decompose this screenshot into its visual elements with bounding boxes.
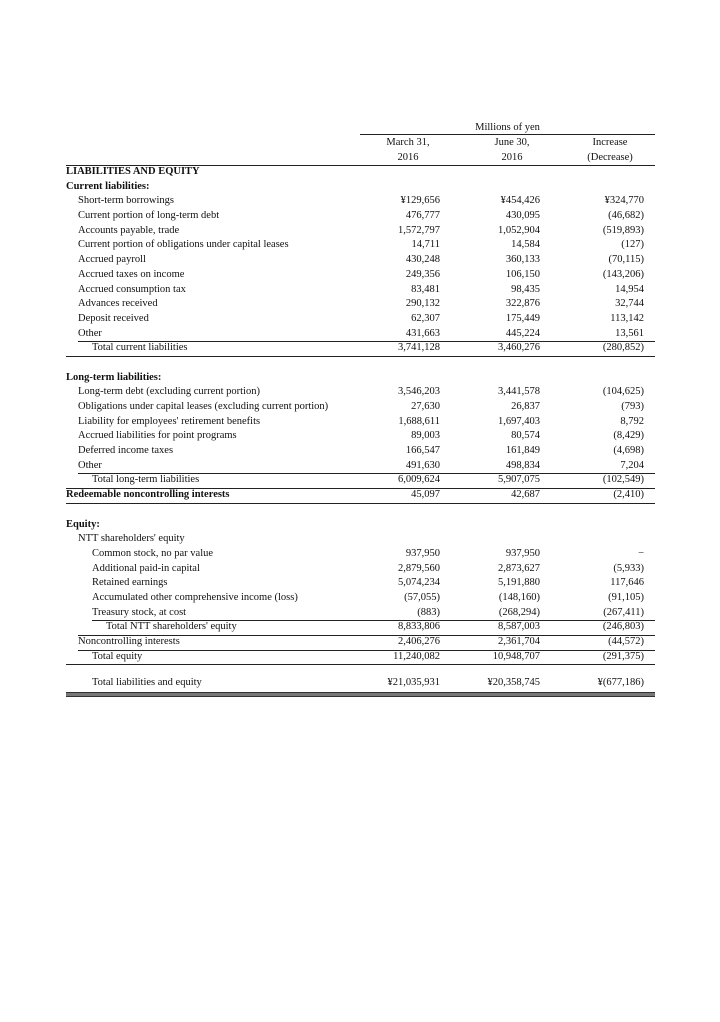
- row-label: Accounts payable, trade: [78, 224, 180, 236]
- value-v2: (268,294): [498, 606, 540, 618]
- value-v3: (127): [621, 239, 644, 251]
- value-v1: 430,248: [405, 254, 440, 266]
- row-label: Advances received: [78, 298, 158, 310]
- value-v3: ¥324,770: [604, 195, 644, 207]
- current-liability-row: [66, 253, 655, 268]
- value-v3: (70,115): [608, 254, 644, 266]
- value-v3: −: [638, 547, 644, 559]
- col1-header-line2: 2016: [397, 152, 419, 163]
- value-v1: 491,630: [405, 459, 440, 471]
- value-v2: 14,584: [511, 239, 540, 251]
- value-v2: ¥454,426: [500, 195, 540, 207]
- equity-heading: Equity:: [66, 518, 100, 530]
- row-label: Retained earnings: [92, 577, 168, 589]
- row-label: Liability for employees' retirement benefits: [78, 415, 261, 427]
- ntt-shareholders-equity-subheading: NTT shareholders' equity: [78, 533, 185, 545]
- row-label: Additional paid-in capital: [92, 562, 200, 574]
- value-v1: 5,074,234: [398, 577, 440, 589]
- value-v2: 26,837: [511, 401, 540, 412]
- row-label: Common stock, no par value: [92, 547, 214, 559]
- row-label: Treasury stock, at cost: [92, 606, 187, 618]
- row-label: Short-term borrowings: [78, 195, 174, 207]
- value-v2: (148,160): [498, 591, 540, 603]
- total-liabilities-and-equity-row: Total liabilities and equity ¥21,035,931 ¥20,358,745 ¥(677,186): [92, 677, 644, 689]
- long-term-liability-row: [66, 400, 655, 415]
- value-v3: 32,744: [615, 298, 644, 310]
- row-label: Current portion of long-term debt: [78, 210, 220, 222]
- value-v2: 2,873,627: [498, 562, 540, 574]
- value-v2: 106,150: [505, 268, 540, 280]
- total-ntt-equity-row: Total NTT shareholders' equity 8,833,806 8,587,003 (246,803): [106, 621, 644, 633]
- long-term-liability-row: [66, 459, 655, 474]
- unit-label: Millions of yen: [475, 122, 540, 133]
- value-v3: 117,646: [610, 577, 644, 589]
- equity-item-row: [66, 576, 655, 591]
- row-label: Accrued taxes on income: [78, 268, 185, 280]
- total-current-liabilities-row: Total current liabilities 3,741,128 3,460,276 (280,852): [92, 342, 644, 354]
- value-v2: 1,697,403: [498, 415, 540, 427]
- column-header-row-1: [66, 135, 655, 150]
- row-label: Obligations under capital leases (excluding current portion): [78, 401, 329, 412]
- value-v2: 98,435: [511, 283, 540, 295]
- col1-header-line1: March 31,: [386, 137, 430, 148]
- current-liability-row: [66, 209, 655, 224]
- value-v1: ¥129,656: [400, 195, 440, 207]
- current-liabilities-heading: Current liabilities:: [66, 180, 150, 192]
- value-v2: 161,849: [505, 445, 540, 457]
- row-label: Accrued consumption tax: [78, 283, 186, 295]
- total-equity-row: Total equity 11,240,082 10,948,707 (291,375): [92, 650, 644, 662]
- value-v2: 937,950: [505, 547, 540, 559]
- current-liability-row: [66, 283, 655, 298]
- noncontrolling-interests-row: Noncontrolling interests 2,406,276 2,361,704 (44,572): [78, 636, 644, 647]
- value-v3: 14,954: [615, 283, 644, 295]
- value-v1: 476,777: [405, 210, 440, 222]
- value-v3: 13,561: [615, 327, 644, 339]
- equity-item-row: [66, 591, 655, 606]
- current-liability-row: [66, 312, 655, 327]
- value-v3: (519,893): [602, 224, 644, 236]
- col2-header-line1: June 30,: [494, 137, 530, 148]
- value-v2: 322,876: [505, 298, 540, 310]
- row-label: Accumulated other comprehensive income (loss): [92, 591, 298, 603]
- col3-header-line1: Increase: [592, 137, 628, 148]
- value-v2: 80,574: [511, 430, 540, 442]
- row-label: Accrued payroll: [78, 254, 146, 266]
- value-v1: (57,055): [404, 591, 440, 603]
- column-header-row-2: [66, 150, 655, 165]
- long-term-liability-row: [66, 385, 655, 400]
- value-v1: 166,547: [405, 445, 440, 457]
- value-v1: 14,711: [411, 239, 440, 251]
- total-long-term-liabilities-row: Total long-term liabilities 6,009,624 5,907,075 (102,549): [92, 474, 644, 486]
- value-v1: 937,950: [405, 547, 440, 559]
- value-v2: 445,224: [505, 327, 540, 339]
- row-label: Current portion of obligations under capital leases: [78, 239, 289, 251]
- value-v1: 1,572,797: [398, 224, 440, 236]
- col3-header-line2: (Decrease): [587, 152, 633, 163]
- long-term-liability-row: [66, 444, 655, 459]
- col2-header-line2: 2016: [501, 152, 523, 163]
- value-v3: 8,792: [620, 415, 644, 427]
- value-v1: 2,879,560: [398, 562, 440, 574]
- value-v3: (91,105): [608, 591, 644, 603]
- value-v1: 3,546,203: [398, 386, 440, 398]
- value-v2: 360,133: [505, 254, 540, 266]
- value-v3: (8,429): [613, 430, 644, 442]
- value-v1: 290,132: [405, 298, 440, 310]
- value-v1: 83,481: [411, 283, 440, 295]
- long-term-liability-row: [66, 415, 655, 430]
- row-label: Accrued liabilities for point programs: [78, 430, 237, 442]
- value-v2: 175,449: [505, 312, 540, 324]
- equity-item-row: [66, 547, 655, 562]
- value-v3: (267,411): [603, 606, 644, 618]
- row-label: Deferred income taxes: [78, 445, 174, 457]
- value-v1: 249,356: [405, 268, 440, 280]
- current-liability-row: [66, 238, 655, 253]
- balance-sheet: [66, 120, 655, 691]
- current-liability-row: [66, 327, 655, 342]
- value-v1: 89,003: [411, 430, 440, 442]
- value-v1: 27,630: [411, 401, 440, 412]
- value-v2: 5,191,880: [498, 577, 540, 589]
- row-label: Other: [78, 327, 102, 339]
- value-v3: 7,204: [620, 459, 644, 471]
- row-label: Long-term debt (excluding current portion): [78, 386, 260, 398]
- value-v2: 1,052,904: [498, 224, 540, 236]
- value-v3: (793): [621, 401, 644, 412]
- value-v1: (883): [417, 606, 440, 618]
- long-term-liabilities-heading: Long-term liabilities:: [66, 371, 162, 383]
- value-v3: 113,142: [610, 312, 644, 324]
- value-v2: 3,441,578: [498, 386, 540, 398]
- value-v3: (104,625): [602, 386, 644, 398]
- value-v3: (143,206): [602, 268, 644, 280]
- value-v2: 498,834: [505, 459, 540, 471]
- current-liability-row: [66, 268, 655, 283]
- equity-item-row: [66, 562, 655, 577]
- redeemable-nci-row: Redeemable noncontrolling interests 45,097 42,687 (2,410): [66, 489, 644, 501]
- value-v1: 1,688,611: [398, 415, 440, 427]
- current-liability-row: [66, 224, 655, 239]
- unit-header: [66, 120, 655, 135]
- current-liability-row: [66, 297, 655, 312]
- value-v3: (46,682): [608, 210, 644, 222]
- row-label: Other: [78, 459, 102, 471]
- value-v3: (5,933): [613, 562, 644, 574]
- row-label: Deposit received: [78, 312, 149, 324]
- value-v1: 62,307: [411, 312, 440, 324]
- value-v1: 431,663: [405, 327, 440, 339]
- equity-item-row: [66, 606, 655, 621]
- section-title: LIABILITIES AND EQUITY: [66, 166, 200, 177]
- long-term-liability-row: [66, 429, 655, 444]
- value-v3: (4,698): [613, 445, 644, 457]
- current-liability-row: [66, 194, 655, 209]
- value-v2: 430,095: [505, 210, 540, 222]
